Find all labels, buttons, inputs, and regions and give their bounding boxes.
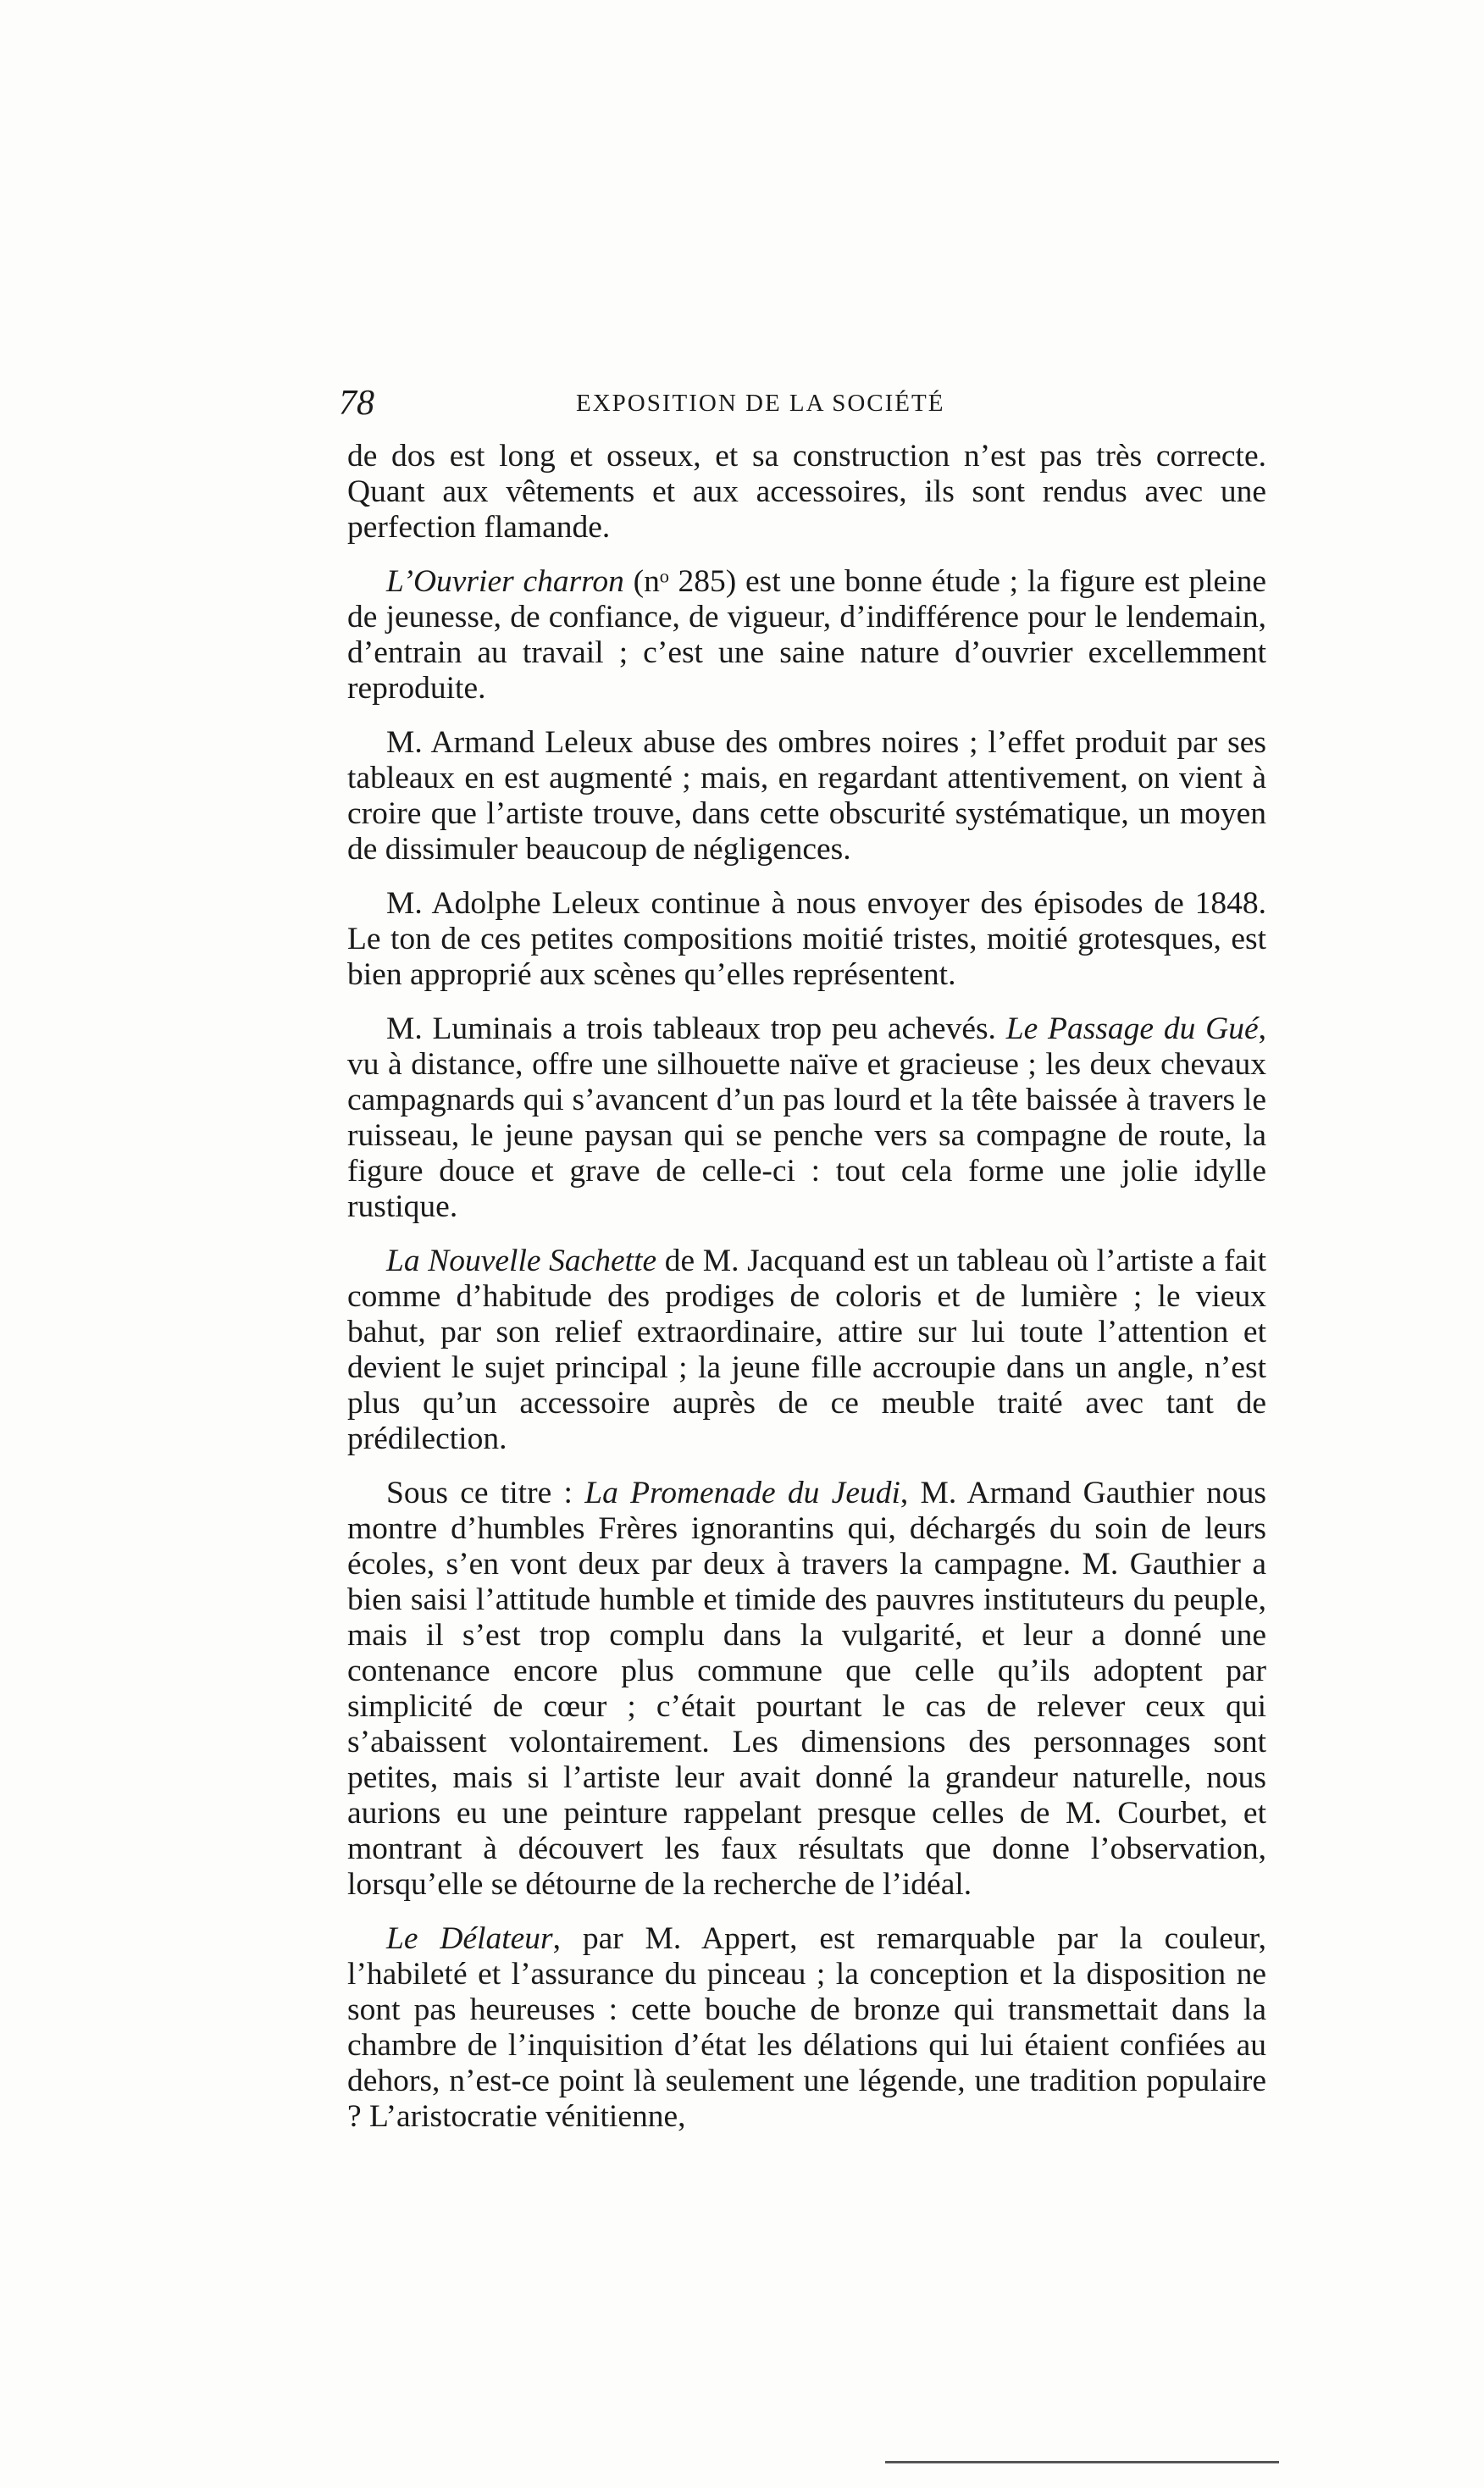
artwork-title: L’Ouvrier charron: [386, 564, 624, 599]
artwork-title: La Promenade du Jeudi: [584, 1476, 900, 1510]
paragraph-7: [347, 1476, 1266, 1903]
paragraph-text: (nᵒ 285) est une bonne étude ; la figure est pleine de jeunesse, de confiance, de vigueur, d’indifférence pour le lendemain, d’entrain au travail ; c’est une saine nature d’ouvrier excellemment reproduite.: [347, 564, 1267, 706]
paragraph-text: M. Adolphe Leleux continue à nous envoyer des épisodes de 1848. Le ton de ces petites compositions moitié tristes, moitié grotesques, est bien approprié aux scènes qu’elles représentent.: [347, 886, 1266, 992]
artwork-title: Le Passage du Gué: [1005, 1011, 1259, 1046]
paragraph-lead: M. Luminais a trois tableaux trop peu achevés.: [386, 1011, 1006, 1046]
paragraph-6: [347, 1244, 1266, 1457]
body-text: [347, 439, 1266, 2153]
paragraph-2: [347, 564, 1266, 707]
paragraph-text: , par M. Appert, est remarquable par la couleur, l’habileté et l’assurance du pinceau ; la conception et la disposition ne sont pas heureuses : cette bouche de bronze qui transmettait dans la chambre de l’inquisition d’état les délations qui lui étaient confiées au dehors, n’est-ce point là seulement une légende, une tradition populaire ? L’aristocratie vénitienne,: [347, 1921, 1266, 2134]
artwork-title: Le Délateur: [386, 1921, 553, 1956]
paragraph-lead: Sous ce titre :: [386, 1476, 585, 1510]
paragraph-8: [347, 1921, 1266, 2135]
paragraph-text: , M. Armand Gauthier nous montre d’humbles Frères ignorantins qui, déchargés du soin de leurs écoles, s’en vont deux par deux à travers la campagne. M. Gauthier a bien saisi l’attitude humble et timide des pauvres instituteurs du peuple, mais il s’est trop complu dans la vulgarité, et leur a donné une contenance encore plus commune que celle qu’ils adoptent par simplicité de cœur ; c’était pourtant le cas de relever ceux qui s’abaissent volontairement. Les dimensions des personnages sont petites, mais si l’artiste leur avait donné la grandeur naturelle, nous aurions eu une peinture rappelant presque celles de M. Courbet, et montrant à découvert les faux résultats que donne l’observation, lorsqu’elle se détourne de la recherche de l’idéal.: [347, 1476, 1267, 1902]
paragraph-text: , vu à distance, offre une silhouette naïve et gracieuse ; les deux chevaux campagnards qui s’avancent d’un pas lourd et la tête baissée à travers le ruisseau, le jeune paysan qui se penche vers sa compagne de route, la figure douce et grave de celle-ci : tout cela forme une jolie idylle rustique.: [347, 1011, 1266, 1224]
paragraph-text: M. Armand Leleux abuse des ombres noires ; l’effet produit par ses tableaux en est augmenté ; mais, en regardant attentivement, on vient à croire que l’artiste trouve, dans cette obscurité systématique, un moyen de dissimuler beaucoup de négligences.: [347, 725, 1266, 867]
page-header: [339, 383, 1266, 430]
paragraph-5: [347, 1011, 1266, 1225]
paragraph-text: de M. Jacquand est un tableau où l’artiste a fait comme d’habitude des prodiges de coloris et de lumière ; le vieux bahut, par son relief extraordinaire, attire sur lui toute l’attention et devient le sujet principal ; la jeune fille accroupie dans un angle, n’est plus qu’un accessoire auprès de ce meuble traité avec tant de prédilection.: [347, 1244, 1266, 1456]
artwork-title: La Nouvelle Sachette: [386, 1244, 657, 1278]
paragraph-1: [347, 439, 1266, 546]
paragraph-text: de dos est long et osseux, et sa construction n’est pas très correcte. Quant aux vêtements et aux accessoires, ils sont rendus avec une perfection flamande.: [347, 439, 1266, 545]
bottom-rule: [885, 2461, 1279, 2463]
paragraph-4: [347, 886, 1266, 993]
page-number: 78: [339, 384, 374, 423]
running-title: EXPOSITION DE LA SOCIÉTÉ: [576, 390, 945, 417]
paragraph-3: [347, 725, 1266, 867]
